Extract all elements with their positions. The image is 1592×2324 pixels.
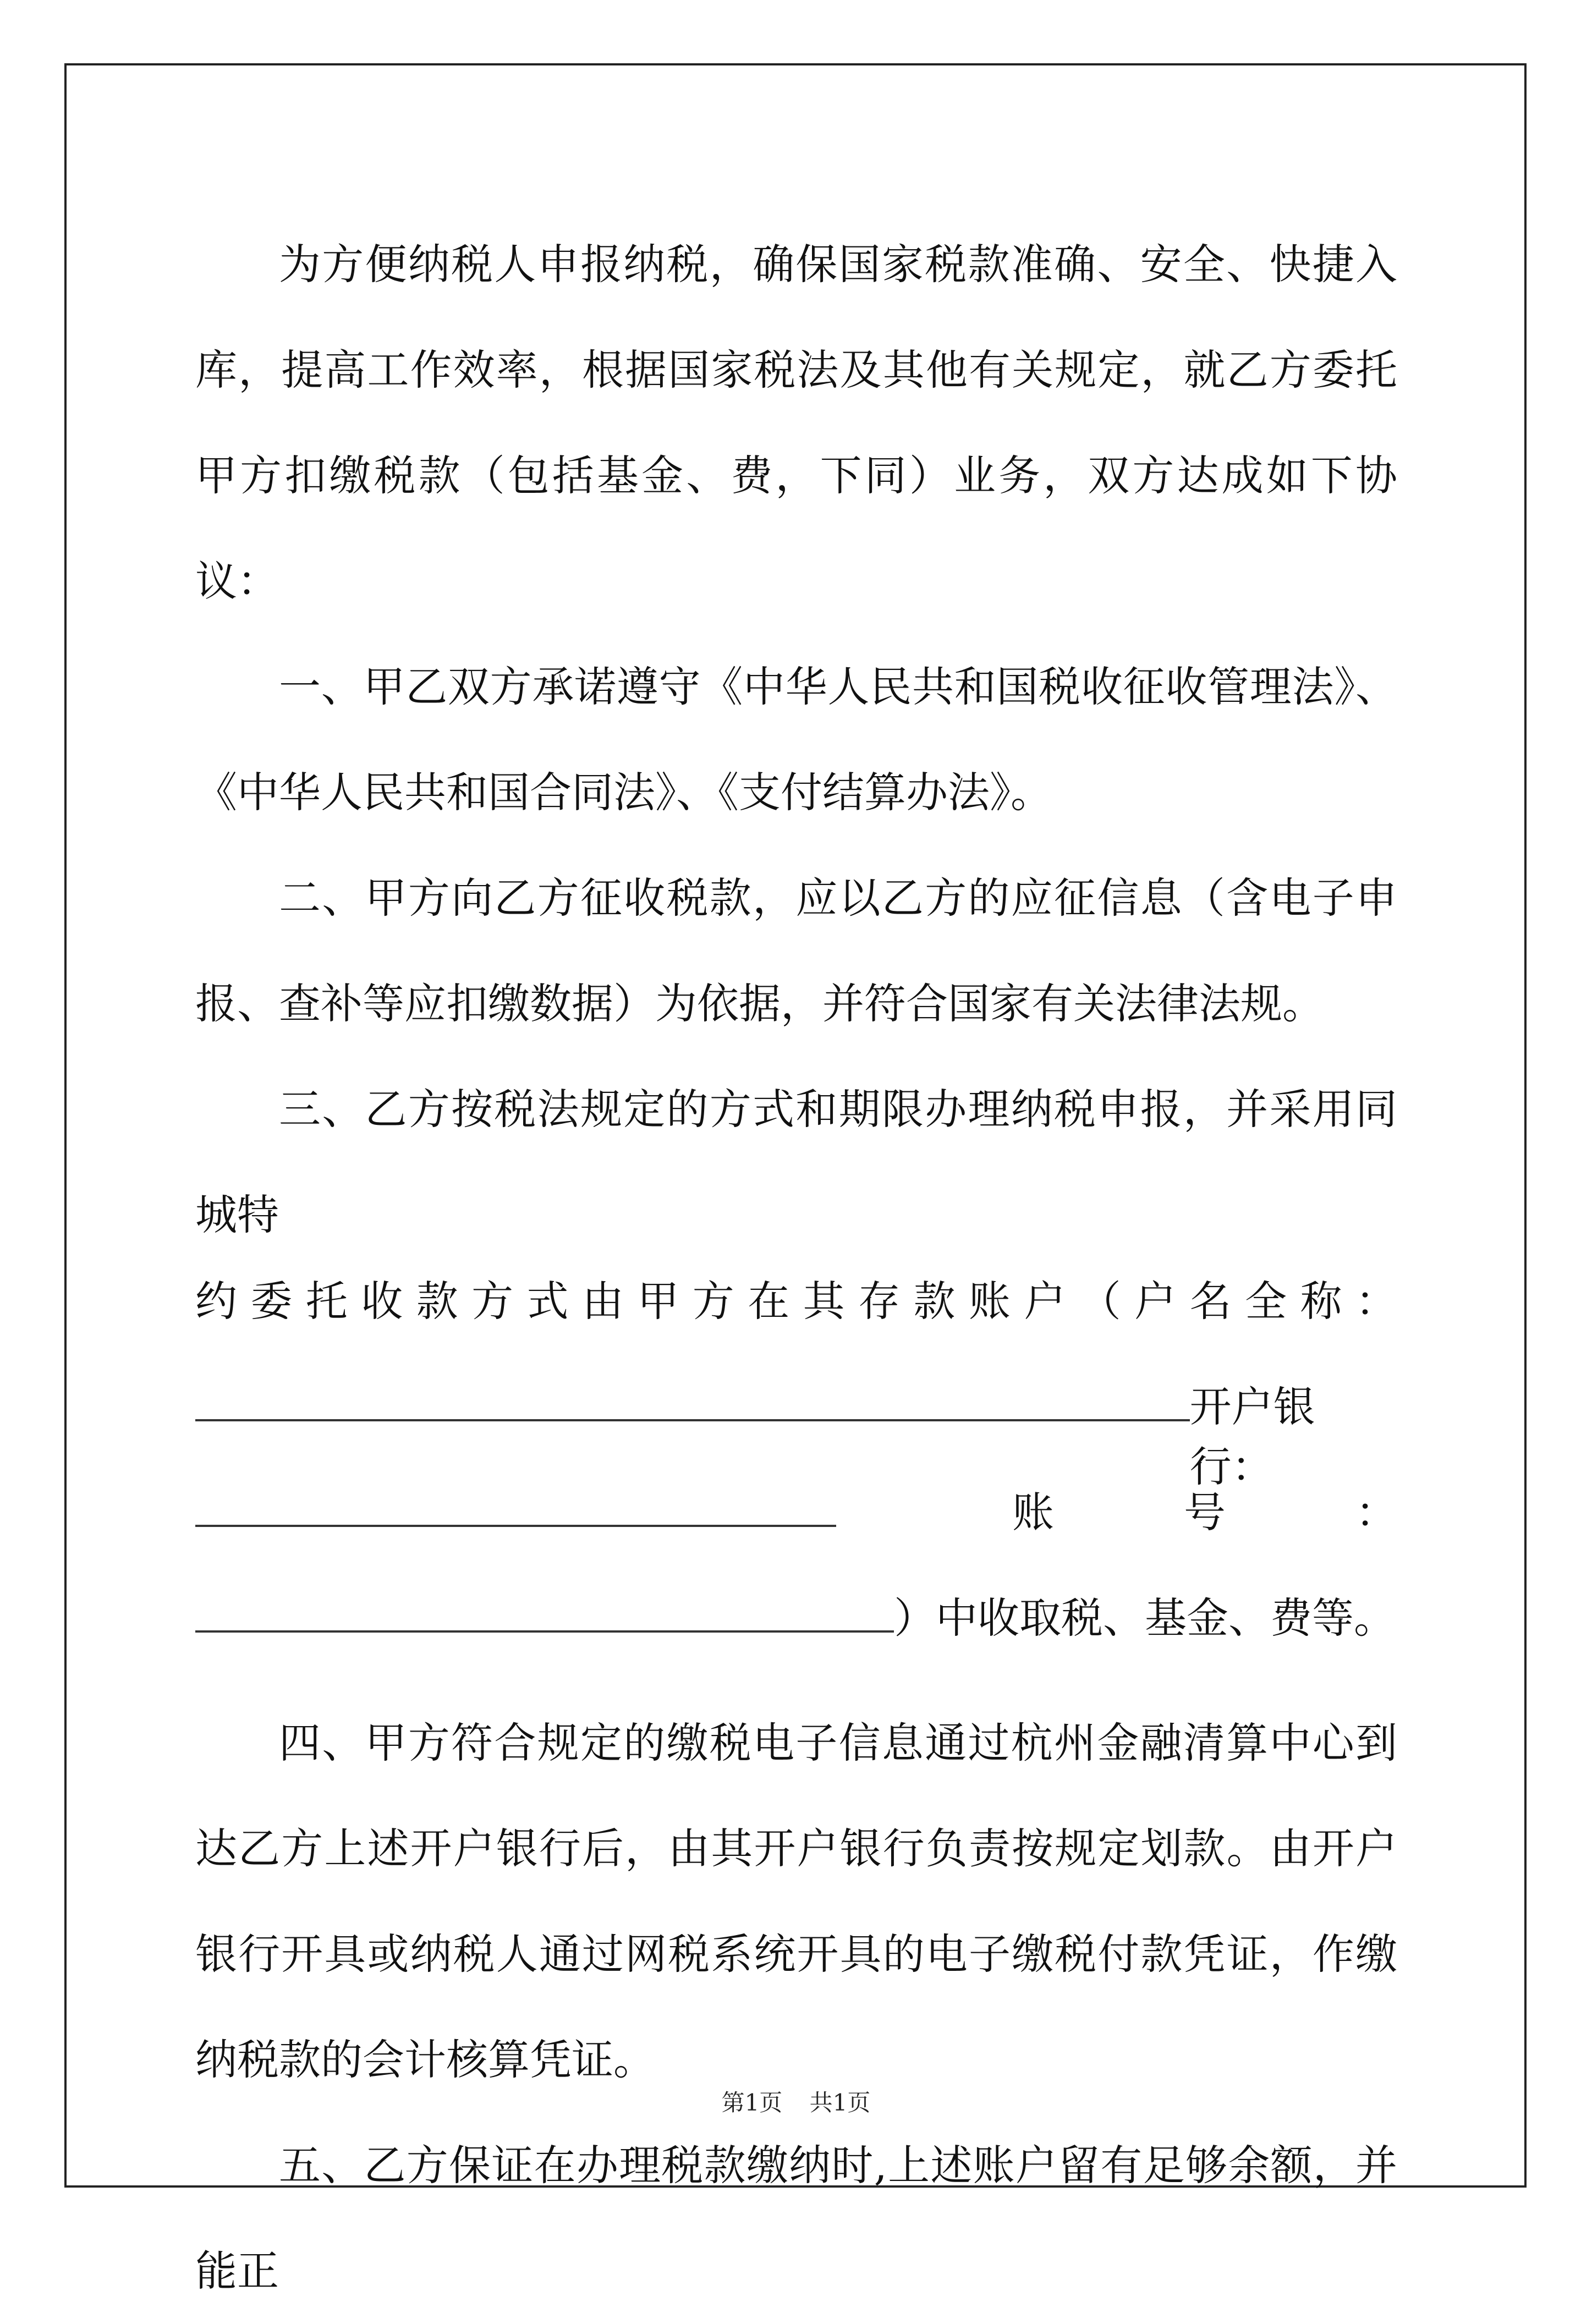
spaced-char: 收 (361, 1277, 403, 1326)
spaced-char: 方 (692, 1277, 734, 1326)
spaced-char: 式 (526, 1277, 569, 1326)
bank-label: 开户银行： (1189, 1382, 1315, 1491)
preamble-paragraph: 为方便纳税人申报纳税，确保国家税款准确、安全、快捷入库，提高工作效率，根据国家税法及其他有关规定，就乙方委托甲方扣缴税款（包括基金、费，下同）业务，双方达成如下协议： (195, 240, 1397, 606)
spaced-char: ： (1355, 1488, 1397, 1537)
page-number: 第1页 (721, 2089, 783, 2116)
account-name-blank (195, 1383, 1190, 1421)
spaced-char: 约 (195, 1277, 237, 1326)
spaced-char: 户 (1024, 1277, 1066, 1326)
page-footer (0, 2085, 1592, 2118)
spaced-char: 户 (1134, 1277, 1177, 1326)
account-name-line (195, 1373, 1397, 1491)
bank-blank (195, 1488, 836, 1527)
page-total: 共1页 (809, 2089, 871, 2116)
spaced-char: 甲 (637, 1277, 679, 1326)
spaced-char: 号 (1184, 1488, 1226, 1537)
spaced-char: ： (1355, 1277, 1397, 1326)
clause-5-paragraph: 五、乙方保证在办理税款缴纳时,上述账户留有足够余额，并能正 (195, 2141, 1397, 2295)
bank-blank-line (195, 1479, 1397, 1585)
spaced-char: （ (1079, 1277, 1121, 1326)
spaced-char: 存 (858, 1277, 901, 1326)
spaced-char: 托 (305, 1277, 348, 1326)
spaced-char: 款 (416, 1277, 458, 1326)
clause-3-tail: ）中收取税、基金、费等。 (894, 1594, 1396, 1642)
clause-3-paragraph: 三、乙方按税法规定的方式和期限办理纳税申报，并采用同城特 (195, 1085, 1397, 1239)
document-body (195, 212, 1397, 2324)
spaced-char: 账 (1012, 1488, 1054, 1537)
clause-3-spaced-line (195, 1268, 1397, 1373)
clause-1-paragraph: 一、甲乙双方承诺遵守《中华人民共和国税收征收管理法》、《中华人民共和国合同法》、《支付结算办法》。 (195, 662, 1397, 817)
spaced-char: 在 (748, 1277, 790, 1326)
account-label (836, 1479, 1397, 1539)
clause-2-paragraph: 二、甲方向乙方征收税款，应以乙方的应征信息（含电子申报、查补等应扣缴数据）为依据，并符合国家有关法律法规。 (195, 873, 1397, 1028)
account-number-blank (195, 1594, 894, 1633)
spaced-char: 款 (913, 1277, 956, 1326)
clause-4-paragraph: 四、甲方符合规定的缴税电子信息通过杭州金融清算中心到达乙方上述开户银行后，由其开户银行负责按规定划款。由开户银行开具或纳税人通过网税系统开具的电子缴税付款凭证，作缴纳税款的会计核算凭证。 (195, 1718, 1397, 2084)
spaced-char: 委 (250, 1277, 293, 1326)
spaced-char: 由 (581, 1277, 624, 1326)
spaced-char: 全 (1245, 1277, 1287, 1326)
spaced-char: 其 (803, 1277, 845, 1326)
spaced-char: 名 (1189, 1277, 1232, 1326)
account-number-line (195, 1585, 1397, 1690)
spaced-char: 账 (968, 1277, 1011, 1326)
spaced-char: 方 (471, 1277, 514, 1326)
spaced-char: 称 (1300, 1277, 1342, 1326)
